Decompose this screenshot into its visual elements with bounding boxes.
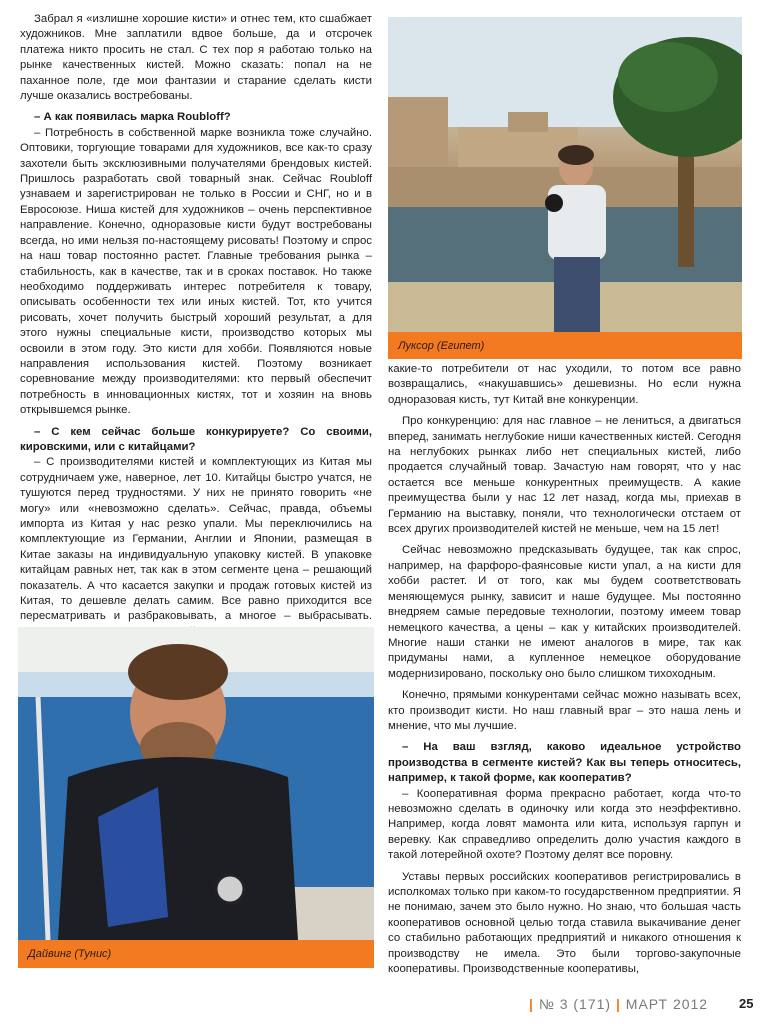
diving-caption: Дайвинг (Тунис) bbox=[18, 940, 374, 968]
paragraph: – С производителями кистей и комплектующих из Китая мы сотрудничаем уже, наверное, лет 10. Китайцы быстро учатся, не тушуются перед трудностями. У них не принято говорить «не могу» или «невозможно сделать». Сейчас, правда, объемы импорта из Китая у нас резко упали. Мы переключились на комплектующие из Германии, Англии и Японии, размещая в Китае заказы на индивидуальную упаковку кистей. В упаковке китайцам равных нет, так как в этом сегменте цена – решающий показатель. А что касается закупки и продаж готовых кистей из Китая, то дешевле делать самим. Все равно приходится все пересматривать и разбраковывать, а многое – выбрасывать. bbox=[20, 456, 372, 623]
paragraph: Уставы первых российских кооперативов регистрировались в исполкомах только при каком-то государственном предприятии. Я не понимаю, зачем это было нужно. Но знаю, что большая часть кооперативов основной целью тогда ставила выкачивание денег со стабильно работающих предприятий и никакого отношения к производству не имела. Это были торгово-закупочные кооперативы. Производственные кооперативы, bbox=[388, 870, 741, 976]
issue-footer bbox=[529, 996, 708, 1012]
issue-number: № 3 (171) bbox=[538, 996, 612, 1012]
paragraph: – Потребность в собственной марке возникла тоже случайно. Оптовики, торгующие товарами для художников, все как-то сразу захотели быть эксклюзивными получателями брендовых кистей. Пришлось разработать свой товарный знак. Сейчас Roubloff узнаваем и зарегистрирован не только в России и СНГ, но и в Евросоюзе. Ниша кистей для художников – очень перспективное направление. Конечно, одноразовые кисти будут востребованы всегда, но ими нельзя по-настоящему рисовать! Поэтому и спрос на наш товар постоянно растет. Главные требования рынка – стабильность, как в качестве, так и в сроках поставок. Но также необходимо поддерживать интерес потребителя к товару, описывать особенности тех или иных кистей. Тот, кто учится рисовать, хочет получить быстрый хороший результат, а для этого нужны специальные кисти, производство которых мы освоили в этом году. Это кисти для хобби. Появляются новые направления использования кистей. Поэтому возникает соревнование между производителями: кто первый обеспечит потребность в инновационных кистях, тот и хозяин на вновь открывшемся рынке. bbox=[20, 126, 372, 417]
interview-question: – На ваш взгляд, каково идеальное устройство производства в сегменте кистей? Как вы теперь относитесь, например, к такой форме, как кооператив? bbox=[388, 741, 741, 785]
luxor-photo-illustration bbox=[388, 17, 742, 332]
paragraph: Сейчас невозможно предсказывать будущее, так как спрос, например, на фарфоро-фаянсовые кисти упал, а на кисти для хобби растет. И от того, как мы будем соответствовать меняющемуся рынку, зависит и наше будущее. Мы постоянно внедряем самые передовые технологии, поэтому имеем товар немецкого качества, а цены – как у китайских производителей. Многие наши станки не имеют аналогов в мире, так как придуманы нами, а купленное немецкое оборудование модернизировано, поскольку оно было слишком тихоходным. bbox=[388, 544, 741, 680]
paragraph: – Кооперативная форма прекрасно работает, когда что-то невозможно сделать в одиночку или когда это неэффективно. Например, когда ловят мамонта или кита, используя гарпун и веревку. Как справедливо определить долю участия каждого в такой лотерейной охоте? Поэтому делят все поровну. bbox=[388, 787, 741, 862]
interview-question: – А как появилась марка Roubloff? bbox=[34, 111, 231, 124]
paragraph: Забрал я «излишне хорошие кисти» и отнес тем, кто сшабжает художников. Мне заплатили вдвое больше, да и отсрочек платежа никто просить не стал. С тех пор я работаю только на рынке качественных кистей. Можно сказать: попал на не паханное поле, где мои фантазии и старание сделать кисти лучше оказались востребованы. bbox=[20, 13, 372, 103]
paragraph: какие-то потребители от нас уходили, то потом все равно возвращались, «накушавшись» дешевизны. Но если нужна одноразовая кисть, тут Китай вне конкуренции. bbox=[388, 363, 741, 406]
paragraph: Про конкуренцию: для нас главное – не лениться, а двигаться вперед, занимать неглубокие ниши качественных кистей. Сегодня на неглубоких рынках либо нет специальных кистей, либо продается случайный товар. Зачастую нам говорят, что у нас остается все меньше конкурентных преимуществ. А какие преимущества были у нас 12 лет назад, когда мы, приехав в Германию на выставку, поняли, что технологически отстаем от всех других производителей кистей не меньше, чем на 15 лет! bbox=[388, 415, 741, 536]
page-number: 25 bbox=[739, 996, 754, 1011]
divider-bar: | bbox=[529, 996, 534, 1012]
issue-date: МАРТ 2012 bbox=[625, 996, 709, 1012]
article-column-right bbox=[388, 362, 741, 977]
article-column-left bbox=[20, 12, 372, 656]
diving-photo bbox=[18, 627, 374, 940]
interview-question: – С кем сейчас больше конкурируете? Со своими, кировскими, или с китайцами? bbox=[20, 425, 372, 453]
diving-photo-illustration bbox=[18, 627, 374, 940]
divider-bar: | bbox=[615, 996, 621, 1012]
luxor-photo bbox=[388, 17, 742, 332]
paragraph: Конечно, прямыми конкурентами сейчас можно называть всех, кто производит кисти. Но наш главный враг – это наша лень и мнение, что мы лучшие. bbox=[388, 689, 741, 732]
luxor-caption: Луксор (Египет) bbox=[388, 332, 742, 359]
